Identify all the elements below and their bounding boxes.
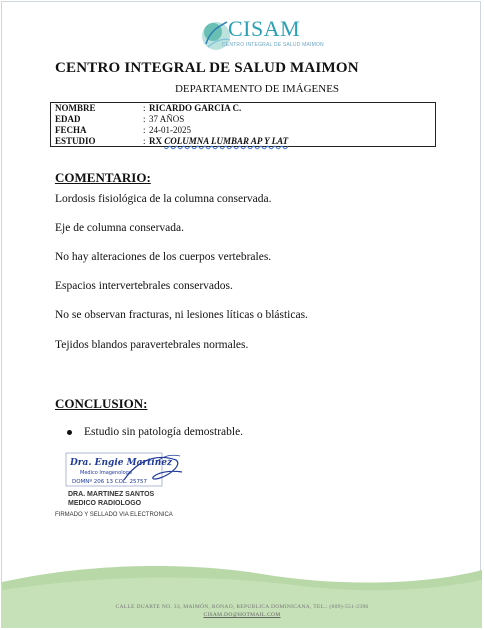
department-title: DEPARTAMENTO DE IMÁGENES <box>174 83 340 95</box>
comentario-line: Lordosis fisiológica de la columna conservada. <box>55 193 272 205</box>
institution-title: CENTRO INTEGRAL DE SALUD MAIMON <box>55 60 359 76</box>
signer-name: DRA. MARTINEZ SANTOS <box>68 491 155 498</box>
comentario-line: Espacios intervertebrales conservados. <box>55 280 233 292</box>
stamp-name: Dra. Engie Martinez <box>70 458 173 468</box>
date-label: FECHA <box>55 125 87 135</box>
age-label: EDAD <box>55 114 81 124</box>
colon: : <box>143 114 146 124</box>
conclusion-item: Estudio sin patología demostrable. <box>84 426 244 438</box>
age-value: 37 AÑOS <box>149 114 185 124</box>
signature-stamp <box>64 450 186 490</box>
comentario-heading: COMENTARIO: <box>55 170 151 185</box>
signer-title: MEDICO RADIOLOGO <box>68 500 142 507</box>
study-prefix: RX <box>149 136 162 146</box>
patient-info-box <box>50 102 436 147</box>
name-value: RICARDO GARCIA C. <box>149 103 242 113</box>
footer-address: CALLE DUARTE NO. 33, MAIMÓN, BONAO, REPUBLICA DOMINICANA, TEL.: (809)-551-2396 <box>115 604 369 610</box>
conclusion-heading: CONCLUSION: <box>55 396 148 411</box>
comentario-line: Eje de columna conservada. <box>55 222 184 234</box>
footer-email[interactable]: CISAM.DO@HOTMAIL.COM <box>203 612 281 618</box>
colon: : <box>143 136 146 146</box>
bullet-icon <box>67 430 72 435</box>
patient-row-name <box>55 103 425 114</box>
study-name: COLUMNA LUMBAR AP Y LAT <box>164 136 289 146</box>
comentario-line: No se observan fracturas, ni lesiones líticas o blásticas. <box>55 309 308 321</box>
logo-wordmark: CISAM <box>228 16 301 41</box>
colon: : <box>143 125 146 135</box>
patient-row-date <box>55 125 425 136</box>
colon: : <box>143 103 146 113</box>
date-value: 24-01-2025 <box>149 125 191 135</box>
name-label: NOMBRE <box>55 103 96 113</box>
comentario-line: Tejidos blandos paravertebrales normales. <box>55 339 249 351</box>
patient-row-study <box>55 136 425 147</box>
stamp-id: DOMNº 206 13 COL. 25757 <box>72 479 147 485</box>
comentario-line: No hay alteraciones de los cuerpos vertebrales. <box>55 251 272 263</box>
signature-note: FIRMADO Y SELLADO VIA ELECTRONICA <box>55 512 173 518</box>
stamp-role: Medico Imagenologo <box>80 470 132 476</box>
study-value <box>149 136 288 147</box>
study-label: ESTUDIO <box>55 136 96 146</box>
patient-row-age <box>55 114 425 125</box>
logo-subtitle: CENTRO INTEGRAL DE SALUD MAIMON <box>222 42 324 48</box>
